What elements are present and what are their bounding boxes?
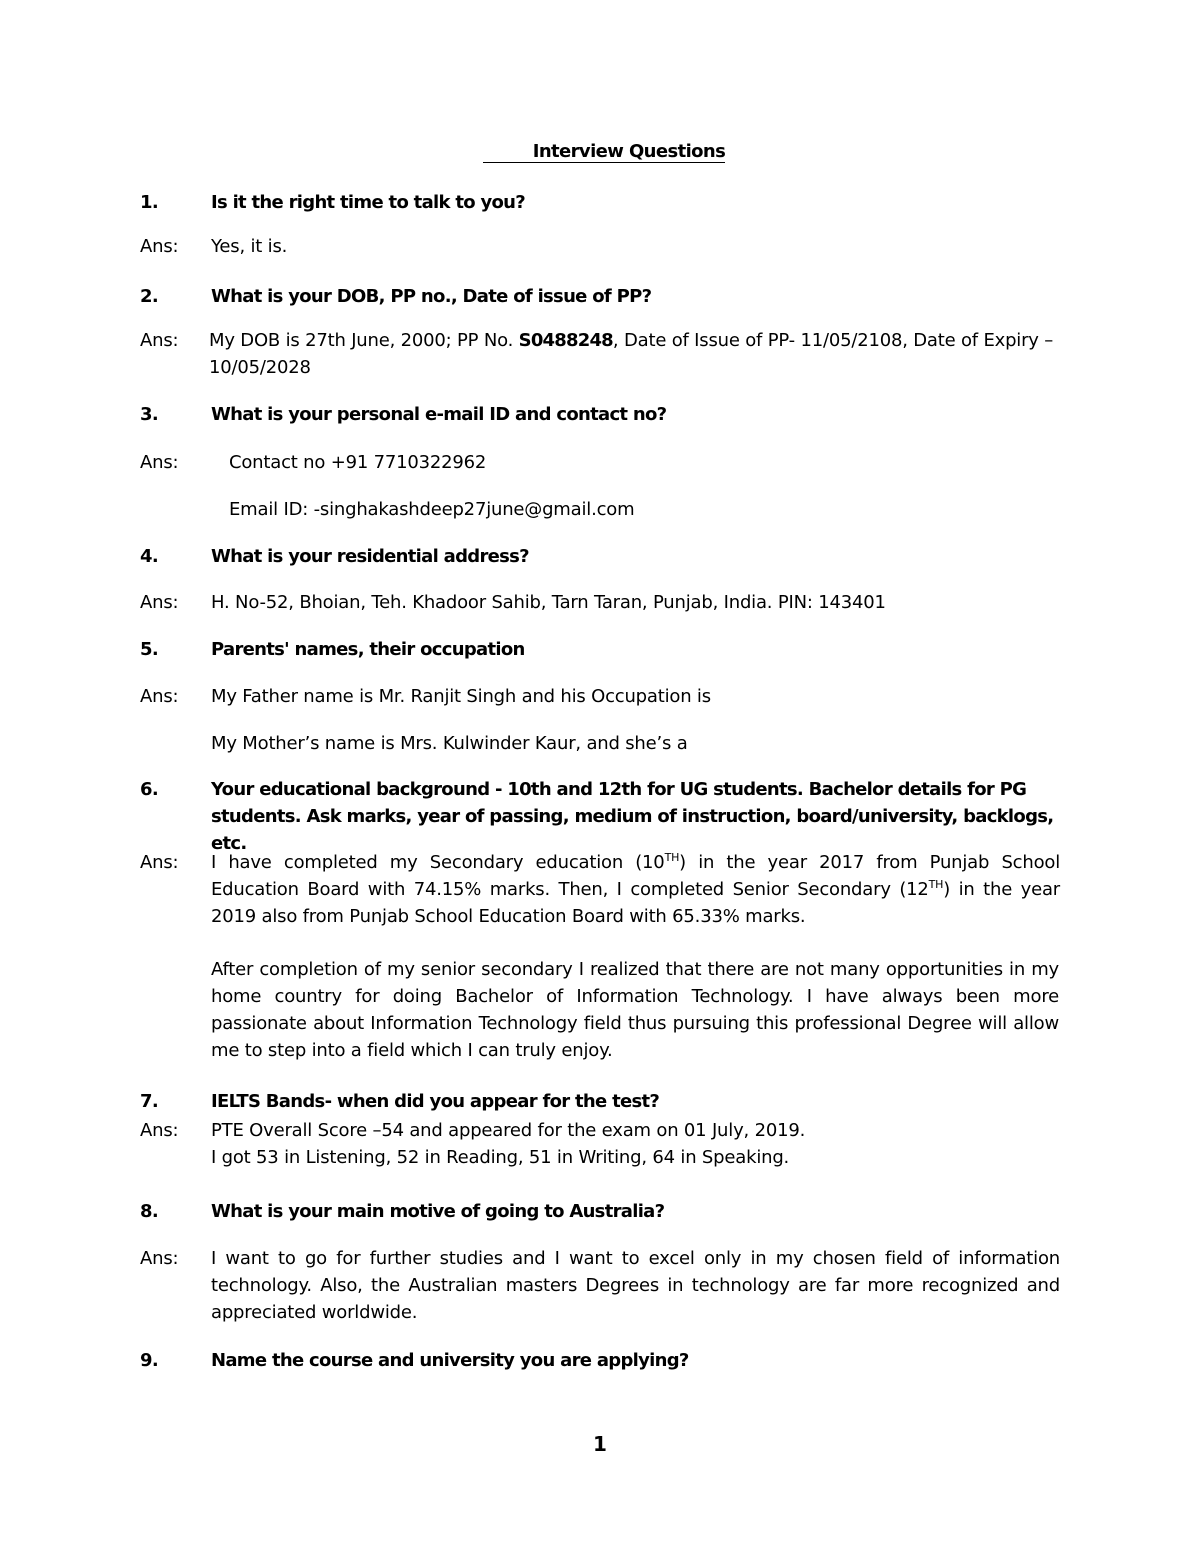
question-number: 9. bbox=[140, 1350, 158, 1371]
board-text: ) in the year 2019 also from Punjab School Education Board with 65.33% marks. bbox=[211, 879, 1060, 927]
question-4 bbox=[140, 543, 1060, 570]
question-text: Your educational background - 10th and 12th for UG students. Bachelor details for PG students. Ask marks, year of passing, medium of instruction, board/university, backlogs, etc. bbox=[211, 779, 1054, 854]
question-number: 3. bbox=[140, 404, 158, 425]
question-6 bbox=[140, 776, 1060, 857]
motive-text: I want to go for further studies and I want to excel only in my chosen field of information technology. Also, the Australian masters Degrees in technology are far more recognized and appreciated worldwide. bbox=[211, 1248, 1060, 1323]
ordinal-suffix: TH bbox=[664, 851, 680, 864]
dob-text: My DOB is 27th June, 2000; PP No. bbox=[209, 330, 519, 351]
answer-label: Ans: bbox=[140, 686, 179, 707]
secondary-text: I have completed my Secondary education (10 bbox=[211, 852, 665, 873]
question-number: 7. bbox=[140, 1091, 158, 1112]
question-1 bbox=[140, 189, 1060, 216]
question-text: What is your personal e-mail ID and contact no? bbox=[211, 404, 667, 425]
answer-label: Ans: bbox=[140, 452, 179, 473]
answer-text bbox=[209, 327, 1060, 381]
answer-label: Ans: bbox=[140, 1248, 179, 1269]
pp-dates-text: , Date of Issue of PP- 11/05/2108, Date of Expiry – 10/05/2028 bbox=[209, 330, 1054, 378]
question-text: What is your main motive of going to Australia? bbox=[211, 1201, 665, 1222]
contact-number-text: Contact no +91 7710322962 bbox=[229, 452, 487, 473]
answer-text: Yes, it is. bbox=[211, 236, 288, 257]
answer-2 bbox=[140, 327, 1060, 381]
answer-label: Ans: bbox=[140, 330, 179, 351]
answer-6 bbox=[140, 849, 1060, 930]
email-text: Email ID: -singhakashdeep27june@gmail.com bbox=[229, 499, 635, 520]
answer-1 bbox=[140, 233, 1060, 260]
question-number: 6. bbox=[140, 779, 158, 800]
question-text: What is your DOB, PP no., Date of issue of PP? bbox=[211, 286, 652, 307]
question-number: 1. bbox=[140, 192, 158, 213]
question-9 bbox=[140, 1347, 1060, 1374]
question-7 bbox=[140, 1088, 1060, 1115]
answer-label: Ans: bbox=[140, 236, 179, 257]
answer-label: Ans: bbox=[140, 592, 179, 613]
ordinal-suffix: TH bbox=[928, 878, 944, 891]
question-text: Is it the right time to talk to you? bbox=[211, 192, 526, 213]
question-5 bbox=[140, 636, 1060, 663]
question-text: Parents' names, their occupation bbox=[211, 639, 525, 660]
question-2 bbox=[140, 283, 1060, 310]
answer-label: Ans: bbox=[140, 1120, 179, 1141]
question-number: 8. bbox=[140, 1201, 158, 1222]
title-text: Interview Questions bbox=[483, 142, 726, 163]
senior-secondary-text: ) in the year 2017 from Punjab School Education Board with 74.15% marks. Then, I completed Senior Secondary (12 bbox=[211, 852, 1061, 900]
answer-5 bbox=[140, 683, 1060, 710]
answer-4 bbox=[140, 589, 1060, 616]
address-text: H. No-52, Bhoian, Teh. Khadoor Sahib, Tarn Taran, Punjab, India. PIN: 143401 bbox=[211, 592, 886, 613]
question-3 bbox=[140, 401, 1060, 428]
answer-label: Ans: bbox=[140, 852, 179, 873]
question-number: 5. bbox=[140, 639, 158, 660]
question-8 bbox=[140, 1198, 1060, 1225]
answer-7 bbox=[140, 1117, 1060, 1144]
motivation-paragraph: After completion of my senior secondary I realized that there are not many opportunities in my home country for doing Bachelor of Information Technology. I have always been more passionate about Information Technology field thus pursuing this professional Degree will allow me to step into a field which I can truly enjoy. bbox=[211, 959, 1059, 1061]
education-text bbox=[211, 849, 1060, 930]
passport-number: S0488248 bbox=[518, 330, 613, 351]
question-number: 2. bbox=[140, 286, 158, 307]
pte-breakdown-text: I got 53 in Listening, 52 in Reading, 51 in Writing, 64 in Speaking. bbox=[211, 1147, 790, 1168]
pte-score-text: PTE Overall Score –54 and appeared for the exam on 01 July, 2019. bbox=[211, 1120, 806, 1141]
answer-3 bbox=[140, 449, 1060, 476]
question-text: What is your residential address? bbox=[211, 546, 529, 567]
question-text: IELTS Bands- when did you appear for the test? bbox=[211, 1091, 660, 1112]
question-number: 4. bbox=[140, 546, 158, 567]
document-title bbox=[0, 141, 1200, 163]
mother-text: My Mother’s name is Mrs. Kulwinder Kaur, and she’s a bbox=[211, 733, 688, 754]
question-text: Name the course and university you are applying? bbox=[211, 1350, 689, 1371]
father-text: My Father name is Mr. Ranjit Singh and his Occupation is bbox=[211, 686, 711, 707]
page-number: 1 bbox=[593, 1432, 607, 1456]
answer-8 bbox=[140, 1245, 1060, 1326]
